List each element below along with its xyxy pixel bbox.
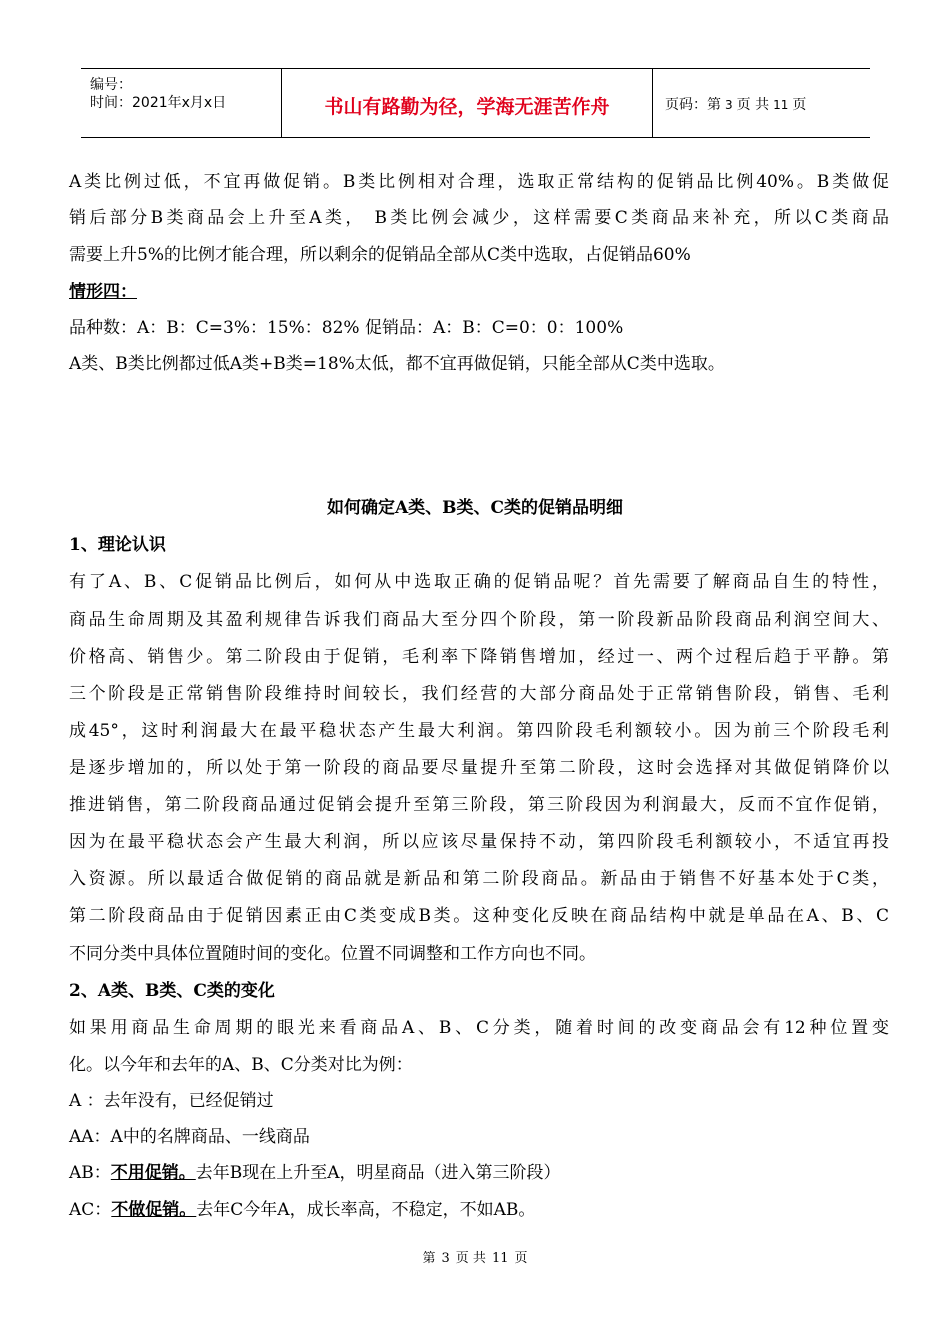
item-prefix: AC： (69, 1200, 112, 1220)
paragraph-line: 销后部分B类商品会上升至A类， B类比例会减少，这样需要C类商品来补充，所以C类商品 (69, 208, 889, 228)
paragraph-line: 推进销售，第二阶段商品通过促销会提升至第三阶段，第三阶段因为利润最大，反而不宜作促销， (69, 795, 889, 815)
footer-pre: 第 (422, 1251, 436, 1266)
footer-mid: 页 共 (455, 1251, 486, 1266)
list-item: AA：A中的名牌商品、一线商品 (69, 1127, 310, 1147)
paragraph-line: 不同分类中具体位置随时间的变化。位置不同调整和工作方向也不同。 (69, 944, 596, 964)
paragraph-line: 是逐步增加的，所以处于第一阶段的商品要尽量提升至第二阶段，这时会选择对其做促销降价以 (69, 758, 889, 778)
paragraph-line: 成45°，这时利润最大在最平稳状态产生最大利润。第四阶段毛利额较小。因为前三个阶段毛利 (69, 721, 889, 741)
paragraph-line: A类、B类比例都过低A类+B类=18%太低，都不宜再做促销，只能全部从C类中选取。 (69, 354, 725, 374)
footer-post: 页 (514, 1251, 528, 1266)
list-item (69, 1162, 889, 1184)
subsection-title: 2、A类、B类、C类的变化 (69, 981, 275, 1001)
footer-current: 3 (441, 1251, 450, 1266)
paragraph-line: 化。以今年和去年的A、B、C分类对比为例： (69, 1055, 413, 1075)
list-item (69, 1199, 889, 1221)
paragraph-line: 价格高、销售少。第二阶段由于促销，毛利率下降销售增加，经过一、两个过程后趋于平静。第 (69, 647, 889, 667)
header-motto-cell (281, 69, 653, 137)
page-label-post: 页 (792, 97, 807, 113)
paragraph-line: 品种数：A：B：C=3%：15%：82% 促销品：A：B：C=0：0：100% (69, 318, 624, 338)
paragraph-line: 第二阶段商品由于促销因素正由C类变成B类。这种变化反映在商品结构中就是单品在A、B、C (69, 906, 889, 926)
list-item: A ：去年没有，已经促销过 (69, 1091, 274, 1111)
footer-total: 11 (491, 1251, 509, 1266)
motto: 书山有路勤为径，学海无涯苦作舟 (324, 96, 610, 118)
item-prefix: AB： (69, 1163, 111, 1183)
section-title: 如何确定A类、B类、C类的促销品明细 (326, 498, 624, 518)
paragraph-line: 如果用商品生命周期的眼光来看商品A、B、C分类，随着时间的改变商品会有12种位置变 (69, 1018, 889, 1038)
paragraph-line: A类比例过低，不宜再做促销。B类比例相对合理，选取正常结构的促销品比例40%。B类做促 (69, 172, 889, 192)
paragraph-line: 入资源。所以最适合做促销的商品就是新品和第二阶段商品。新品由于销售不好基本处于C类， (69, 869, 889, 889)
date-label: 时间：2021年x月x日 (90, 95, 227, 111)
item-text: 去年C今年A，成长率高，不稳定，不如AB。 (196, 1200, 536, 1220)
paragraph-line: 因为在最平稳状态会产生最大利润，所以应该尽量保持不动，第四阶段毛利额较小，不适宜再投 (69, 832, 889, 852)
page-total: 11 (773, 98, 789, 112)
page-footer (0, 1247, 950, 1266)
paragraph-line: 商品生命周期及其盈利规律告诉我们商品大至分四个阶段，第一阶段新品阶段商品利润空间大、 (69, 610, 889, 630)
item-emphasis: 不用促销。 (110, 1163, 196, 1183)
header-page-number (665, 94, 806, 114)
page-label-mid: 页 共 (736, 97, 770, 113)
case4-title: 情形四： (69, 282, 137, 302)
paragraph-line: 有了A、B、C促销品比例后，如何从中选取正确的促销品呢？首先需要了解商品自生的特性， (69, 572, 889, 592)
item-emphasis: 不做促销。 (111, 1200, 197, 1220)
item-text: 去年B现在上升至A，明星商品（进入第三阶段） (195, 1163, 561, 1183)
header-left-cell (81, 69, 281, 137)
number-label: 编号： (90, 77, 132, 93)
subsection-title: 1、理论认识 (69, 535, 166, 555)
page-current: 3 (725, 98, 733, 112)
paragraph-line: 需要上升5%的比例才能合理，所以剩余的促销品全部从C类中选取，占促销品60% (69, 245, 691, 265)
paragraph-line: 三个阶段是正常销售阶段维持时间较长，我们经营的大部分商品处于正常销售阶段，销售、毛利 (69, 684, 889, 704)
header-table (81, 68, 870, 138)
page-label-pre: 页码：第 (665, 97, 721, 113)
